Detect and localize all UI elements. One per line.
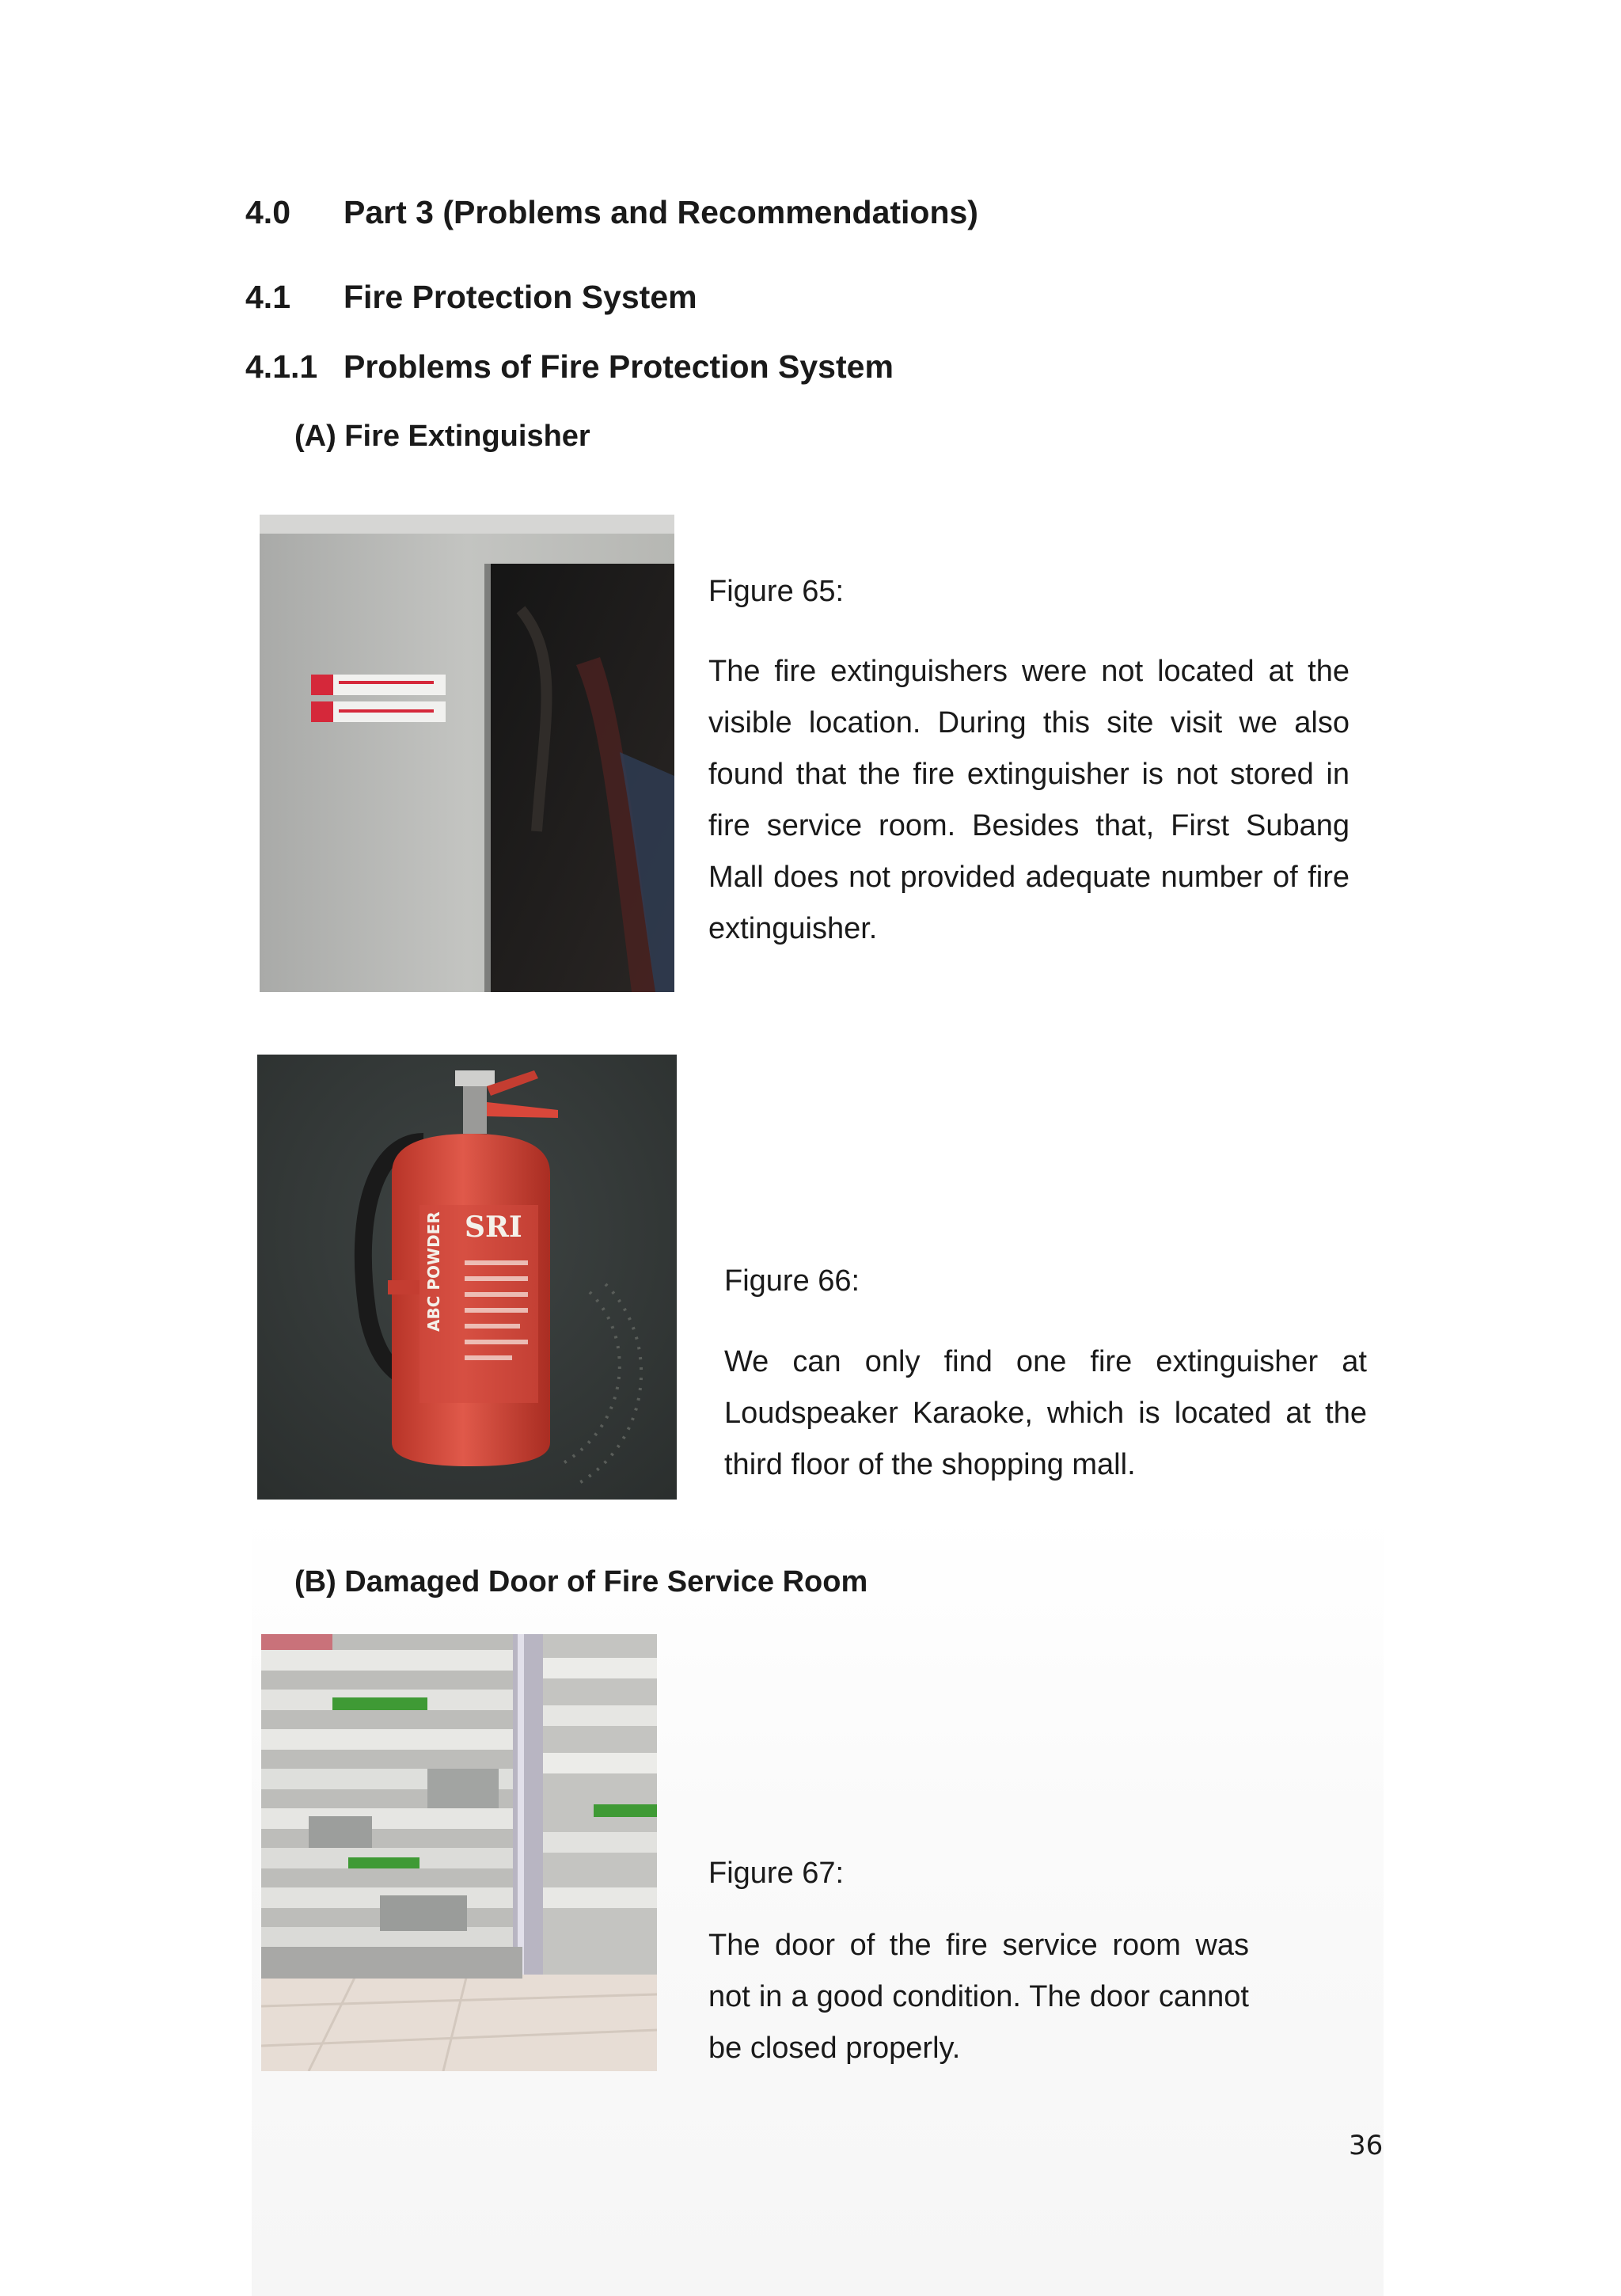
figure-66-caption: Figure 66:: [724, 1264, 860, 1298]
damaged-door-image: [261, 1634, 657, 2071]
heading-number: 4.1.1: [245, 348, 318, 385]
figure-65-photo: [260, 515, 674, 992]
heading-number: 4.0: [245, 194, 290, 230]
text-line: not in a good condition. The door cannot: [708, 1980, 1249, 2013]
page-number: 36: [1349, 2130, 1384, 2161]
heading-text: Part 3 (Problems and Recommendations): [344, 194, 978, 230]
figure-67-photo: [261, 1634, 657, 2071]
text-line: Loudspeaker Karaoke, which is located at the: [724, 1397, 1367, 1430]
figure-66-description: [724, 1336, 1367, 1491]
text-line: third floor of the shopping mall.: [724, 1448, 1136, 1481]
extinguisher-type: ABC POWDER: [424, 1211, 443, 1332]
fire-extinguisher-image: [257, 1055, 677, 1500]
slatted-wall-left: [261, 1634, 514, 1982]
heading-number: 4.1: [245, 279, 290, 315]
heading-text: Problems of Fire Protection System: [344, 348, 894, 385]
figure-66-photo: [257, 1055, 677, 1500]
slatted-wall-right: [543, 1634, 657, 1982]
text-line: be closed properly.: [708, 2032, 961, 2065]
figure-65-caption: Figure 65:: [708, 575, 845, 608]
text-line: found that the fire extinguisher is not stored in: [708, 758, 1350, 791]
figure-67-caption: Figure 67:: [708, 1857, 845, 1890]
wall-sign-image: [260, 515, 674, 992]
text-line: visible location. During this site visit we also: [708, 706, 1350, 739]
text-line: fire service room. Besides that, First Subang: [708, 809, 1350, 842]
text-line: The fire extinguishers were not located at the: [708, 655, 1350, 688]
text-line: We can only find one fire extinguisher at: [724, 1345, 1367, 1378]
text-line: The door of the fire service room was: [708, 1929, 1249, 1962]
text-line: extinguisher.: [708, 912, 878, 945]
text-line: Mall does not provided adequate number of fire: [708, 861, 1350, 894]
figure-67-description: [708, 1920, 1249, 2074]
section-b-heading: (B) Damaged Door of Fire Service Room: [294, 1565, 868, 1598]
extinguisher-brand: SRI: [465, 1211, 522, 1244]
figure-65-description: [708, 646, 1350, 955]
heading-text: Fire Protection System: [344, 279, 697, 315]
section-a-heading: (A) Fire Extinguisher: [294, 420, 590, 453]
